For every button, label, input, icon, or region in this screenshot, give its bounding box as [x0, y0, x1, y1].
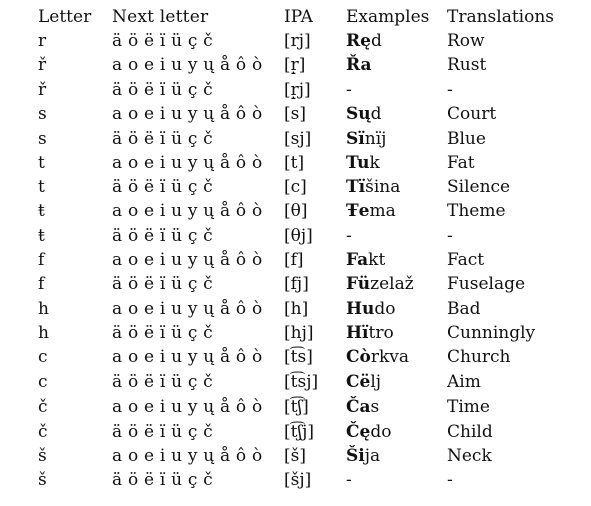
example-cell: [346, 321, 394, 345]
example-rest-part: do: [370, 422, 392, 442]
example-rest-part: d: [370, 31, 382, 51]
example-bold-part: Sų: [346, 104, 371, 124]
example-rest-part: -: [346, 80, 352, 100]
example-cell: [346, 102, 382, 126]
example-rest-part: k: [369, 153, 380, 173]
example-cell: [346, 345, 409, 369]
ipa-cell: [sj]: [284, 129, 312, 149]
example-bold-part: Hu: [346, 299, 375, 319]
table-row: [0, 370, 591, 394]
example-rest-part: d: [370, 104, 382, 124]
table-row: [0, 420, 591, 444]
translation-cell: Theme: [447, 201, 506, 221]
letter-cell: š: [38, 446, 47, 466]
translation-cell: Court: [447, 104, 497, 124]
example-cell: [346, 151, 380, 175]
letter-cell: š: [38, 470, 47, 490]
ipa-cell: [t]: [284, 153, 305, 173]
ipa-cell: [rj]: [284, 31, 311, 51]
ipa-cell: [t͡sj]: [284, 372, 319, 392]
example-bold-part: Fa: [346, 250, 369, 270]
table-row: [0, 321, 591, 345]
table-row: [0, 297, 591, 321]
translation-cell: Church: [447, 347, 511, 367]
example-rest-part: lj: [370, 372, 382, 392]
next-letter-cell: a o e i u y ų å ô ò: [112, 397, 263, 417]
letter-cell: r: [38, 31, 47, 51]
table-row: [0, 53, 591, 77]
example-rest-part: šina: [365, 177, 401, 197]
header-letter: Letter: [38, 7, 92, 27]
example-bold-part: Ši: [346, 446, 365, 466]
next-letter-cell: ä ö ë ï ü ç č: [112, 226, 213, 246]
ipa-cell: [šj]: [284, 470, 312, 490]
example-cell: [346, 395, 379, 419]
example-bold-part: Cë: [346, 372, 371, 392]
table-row: [0, 248, 591, 272]
ipa-cell: [hj]: [284, 323, 314, 343]
translation-cell: Silence: [447, 177, 511, 197]
example-bold-part: Tï: [346, 177, 366, 197]
letter-cell: c: [38, 372, 48, 392]
translation-cell: Blue: [447, 129, 486, 149]
table-header-row: [0, 5, 591, 29]
example-cell: [346, 420, 391, 444]
table-row: [0, 29, 591, 53]
letter-cell: č: [38, 397, 48, 417]
translation-cell: Fact: [447, 250, 485, 270]
translation-cell: -: [447, 226, 453, 246]
letter-cell: t: [38, 177, 45, 197]
next-letter-cell: ä ö ë ï ü ç č: [112, 177, 213, 197]
example-bold-part: Ŧe: [346, 201, 370, 221]
table-row: [0, 224, 591, 248]
example-bold-part: Fü: [346, 274, 371, 294]
header-ipa: IPA: [284, 7, 313, 27]
ipa-cell: [r̝]: [284, 55, 306, 75]
next-letter-cell: ä ö ë ï ü ç č: [112, 323, 213, 343]
translation-cell: Aim: [447, 372, 481, 392]
letter-cell: h: [38, 299, 49, 319]
table-row: [0, 444, 591, 468]
ipa-cell: [θ]: [284, 201, 308, 221]
header-translations: Translations: [447, 7, 555, 27]
example-bold-part: Ča: [346, 397, 371, 417]
table-row: [0, 127, 591, 151]
translation-cell: -: [447, 80, 453, 100]
letter-cell: s: [38, 104, 47, 124]
header-next-letter: Next letter: [112, 7, 209, 27]
example-cell: [346, 224, 352, 248]
table-row: [0, 395, 591, 419]
example-bold-part: Cò: [346, 347, 371, 367]
example-bold-part: Řa: [346, 55, 372, 75]
letter-cell: c: [38, 347, 48, 367]
example-rest-part: do: [374, 299, 396, 319]
next-letter-cell: a o e i u y ų å ô ò: [112, 201, 263, 221]
table-row: [0, 345, 591, 369]
translation-cell: Neck: [447, 446, 492, 466]
next-letter-cell: a o e i u y ų å ô ò: [112, 153, 263, 173]
ipa-cell: [f]: [284, 250, 304, 270]
example-cell: [346, 370, 381, 394]
ipa-cell: [θj]: [284, 226, 313, 246]
example-rest-part: tro: [368, 323, 394, 343]
example-rest-part: rkva: [370, 347, 410, 367]
translation-cell: Child: [447, 422, 493, 442]
example-rest-part: s: [370, 397, 380, 417]
translation-cell: Rust: [447, 55, 487, 75]
table-row: [0, 102, 591, 126]
table-row: [0, 468, 591, 492]
translation-cell: Bad: [447, 299, 481, 319]
translation-cell: -: [447, 470, 453, 490]
example-rest-part: ja: [364, 446, 381, 466]
ipa-cell: [h]: [284, 299, 309, 319]
letter-cell: h: [38, 323, 49, 343]
ipa-cell: [t͡s]: [284, 347, 313, 367]
letter-cell: č: [38, 422, 48, 442]
example-cell: [346, 29, 382, 53]
next-letter-cell: ä ö ë ï ü ç č: [112, 470, 213, 490]
example-rest-part: kt: [368, 250, 386, 270]
next-letter-cell: a o e i u y ų å ô ò: [112, 250, 263, 270]
next-letter-cell: ä ö ë ï ü ç č: [112, 129, 213, 149]
translation-cell: Time: [447, 397, 490, 417]
next-letter-cell: ä ö ë ï ü ç č: [112, 422, 213, 442]
example-cell: [346, 272, 414, 296]
example-cell: [346, 444, 380, 468]
letter-cell: ŧ: [38, 226, 45, 246]
example-rest-part: -: [346, 226, 352, 246]
translation-cell: Row: [447, 31, 485, 51]
example-bold-part: Sï: [346, 129, 365, 149]
ipa-cell: [fj]: [284, 274, 309, 294]
next-letter-cell: ä ö ë ï ü ç č: [112, 274, 213, 294]
table-row: [0, 175, 591, 199]
example-bold-part: Čę: [346, 422, 371, 442]
letter-cell: t: [38, 153, 45, 173]
example-bold-part: Hï: [346, 323, 369, 343]
ipa-cell: [š]: [284, 446, 306, 466]
translation-cell: Fat: [447, 153, 475, 173]
example-rest-part: nïj: [364, 129, 387, 149]
example-cell: [346, 78, 352, 102]
example-cell: [346, 175, 400, 199]
table-row: [0, 272, 591, 296]
example-rest-part: zelaž: [370, 274, 414, 294]
example-rest-part: ma: [369, 201, 396, 221]
next-letter-cell: a o e i u y ų å ô ò: [112, 55, 263, 75]
next-letter-cell: a o e i u y ų å ô ò: [112, 104, 263, 124]
letter-cell: ř: [38, 55, 47, 75]
example-cell: [346, 297, 396, 321]
translation-cell: Cunningly: [447, 323, 536, 343]
ipa-cell: [c]: [284, 177, 307, 197]
letter-cell: ŧ: [38, 201, 45, 221]
ipa-cell: [s]: [284, 104, 306, 124]
example-cell: [346, 248, 385, 272]
table-row: [0, 78, 591, 102]
example-rest-part: -: [346, 470, 352, 490]
next-letter-cell: a o e i u y ų å ô ò: [112, 347, 263, 367]
ipa-cell: [t͡ʃj]: [284, 422, 314, 442]
table-row: [0, 199, 591, 223]
letter-cell: ř: [38, 80, 47, 100]
ipa-cell: [r̝j]: [284, 80, 311, 100]
example-cell: [346, 127, 386, 151]
next-letter-cell: ä ö ë ï ü ç č: [112, 31, 213, 51]
table-row: [0, 151, 591, 175]
example-bold-part: Tu: [346, 153, 370, 173]
example-cell: [346, 199, 396, 223]
header-examples: Examples: [346, 7, 430, 27]
next-letter-cell: a o e i u y ų å ô ò: [112, 299, 263, 319]
letter-cell: f: [38, 274, 45, 294]
next-letter-cell: a o e i u y ų å ô ò: [112, 446, 263, 466]
example-cell: [346, 53, 372, 77]
next-letter-cell: ä ö ë ï ü ç č: [112, 80, 213, 100]
next-letter-cell: ä ö ë ï ü ç č: [112, 372, 213, 392]
letter-cell: s: [38, 129, 47, 149]
translation-cell: Fuselage: [447, 274, 526, 294]
example-bold-part: Rę: [346, 31, 371, 51]
example-cell: [346, 468, 352, 492]
ipa-cell: [t͡ʃ]: [284, 397, 309, 417]
letter-cell: f: [38, 250, 45, 270]
